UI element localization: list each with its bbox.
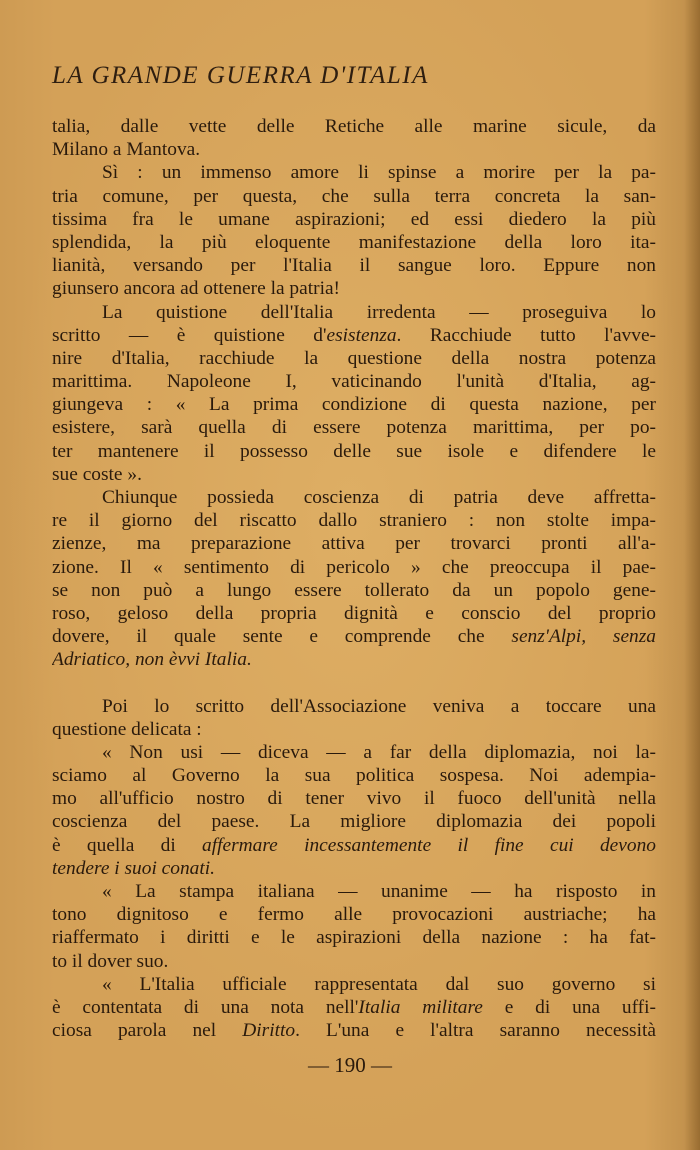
text-run: è contentata di una nota nell' xyxy=(52,996,359,1018)
text-line xyxy=(52,440,656,463)
text-run: Sì : un immenso amore li spinse a morire per la pa- xyxy=(102,162,656,184)
text-run: zione. Il « sentimento di pericolo » che preoccupa il pae- xyxy=(52,556,656,578)
text-run: coscienza del paese. La migliore diplomazia dei popoli xyxy=(52,811,656,833)
text-run: re il giorno del riscatto dallo straniero : non stolte impa- xyxy=(52,510,656,532)
text-run: roso, geloso della propria dignità e conscio del proprio xyxy=(52,602,656,624)
italic-run: Italia militare xyxy=(358,996,483,1018)
text-run: La quistione dell'Italia irredenta — proseguiva lo xyxy=(102,301,656,323)
text-line xyxy=(52,648,656,671)
text-line xyxy=(52,625,656,648)
text-line xyxy=(52,463,656,486)
italic-run: esistenza xyxy=(326,324,397,346)
text-line xyxy=(52,741,656,764)
text-run: ter mantenere il possesso delle sue isole e difendere le xyxy=(52,440,656,462)
text-line xyxy=(52,810,656,833)
text-run: « La stampa italiana — unanime — ha risposto in xyxy=(102,881,656,902)
text-line xyxy=(52,370,656,393)
text-line xyxy=(52,718,656,741)
text-line xyxy=(52,857,656,880)
text-run: giunsero ancora ad ottenere la patria! xyxy=(52,278,341,300)
text-run: zienze, ma preparazione attiva per trovarci pronti all'a- xyxy=(52,533,656,555)
text-line xyxy=(52,301,656,324)
text-line xyxy=(52,161,656,184)
text-line xyxy=(52,973,656,996)
italic-run: Diritto xyxy=(242,1020,296,1042)
text-run: ciosa parola nel xyxy=(52,1020,243,1042)
text-run: to il dover suo. xyxy=(52,950,169,972)
text-line xyxy=(52,764,656,787)
body-text xyxy=(52,115,656,1042)
text-run: esistere, sarà quella di essere potenza marittima, per po- xyxy=(52,417,656,439)
text-run: tono dignitoso e fermo alle provocazioni austriache; ha xyxy=(52,904,656,926)
text-run: « L'Italia ufficiale rappresentata dal suo governo si xyxy=(102,973,656,995)
text-run: riaffermato i diritti e le aspirazioni della nazione : ha fat- xyxy=(52,927,656,949)
text-run: splendida, la più eloquente manifestazione della loro ita- xyxy=(52,231,656,253)
text-run: e di una uffi- xyxy=(482,996,656,1018)
paragraph-gap xyxy=(52,672,656,695)
italic-run: senz'Alpi, senza xyxy=(511,626,656,648)
text-run: sciamo al Governo la sua politica sospesa. Noi adempia- xyxy=(52,765,656,787)
text-line xyxy=(52,579,656,602)
text-line xyxy=(52,996,656,1019)
text-line xyxy=(52,115,656,138)
text-line xyxy=(52,486,656,509)
text-run: dovere, il quale sente e comprende che xyxy=(52,626,512,648)
text-run: questione delicata : xyxy=(52,718,202,740)
text-run: sue coste ». xyxy=(52,463,142,485)
text-line xyxy=(52,393,656,416)
text-line xyxy=(52,416,656,439)
text-line xyxy=(52,602,656,625)
text-run: Milano a Mantova. xyxy=(52,139,201,161)
text-run: . L'una e l'altra saranno necessità xyxy=(295,1020,656,1042)
text-line xyxy=(52,880,656,903)
text-run: giungeva : « La prima condizione di questa nazione, per xyxy=(52,394,656,416)
text-run: Chiunque possieda coscienza di patria deve affretta- xyxy=(102,487,656,508)
text-line xyxy=(52,834,656,857)
text-line xyxy=(52,254,656,277)
text-line xyxy=(52,532,656,555)
italic-run: affermare incessantemente il fine cui devono xyxy=(202,834,656,856)
text-line xyxy=(52,556,656,579)
text-line xyxy=(52,950,656,973)
text-run: scritto — è quistione d' xyxy=(52,324,327,346)
text-line xyxy=(52,509,656,532)
italic-run: tendere i suoi conati. xyxy=(52,857,215,879)
text-line xyxy=(52,231,656,254)
text-line xyxy=(52,903,656,926)
text-run: . Racchiude tutto l'avve- xyxy=(396,324,656,346)
page-edge-shadow xyxy=(684,0,700,1150)
text-line xyxy=(52,926,656,949)
text-run: marittima. Napoleone I, vaticinando l'unità d'Italia, ag- xyxy=(52,371,656,393)
page-number: — 190 — xyxy=(308,1053,392,1077)
text-run: tissima fra le umane aspirazioni; ed essi diedero la più xyxy=(52,208,656,230)
text-run: talia, dalle vette delle Retiche alle marine sicule, da xyxy=(52,116,656,137)
text-run: nire d'Italia, racchiude la questione della nostra potenza xyxy=(52,347,656,369)
text-run: è quella di xyxy=(52,834,203,856)
text-run: « Non usi — diceva — a far della diplomazia, noi la- xyxy=(102,741,656,763)
text-line xyxy=(52,347,656,370)
text-line xyxy=(52,138,656,161)
text-run: mo all'ufficio nostro di tener vivo il fuoco dell'unità nella xyxy=(52,788,656,810)
text-line xyxy=(52,324,656,347)
text-line xyxy=(52,695,656,718)
text-line xyxy=(52,185,656,208)
text-run: Poi lo scritto dell'Associazione veniva a toccare una xyxy=(102,695,656,717)
text-line xyxy=(52,277,656,300)
text-run: tria comune, per questa, che sulla terra concreta la san- xyxy=(52,185,656,207)
text-line xyxy=(52,208,656,231)
text-line xyxy=(52,787,656,810)
text-run: lianità, versando per l'Italia il sangue loro. Eppure non xyxy=(52,255,656,277)
running-title: LA GRANDE GUERRA D'ITALIA xyxy=(52,62,429,89)
text-line xyxy=(52,1019,656,1042)
text-run: se non può a lungo essere tollerato da un popolo gene- xyxy=(52,579,656,601)
italic-run: Adriatico, non èvvi Italia. xyxy=(52,649,252,671)
